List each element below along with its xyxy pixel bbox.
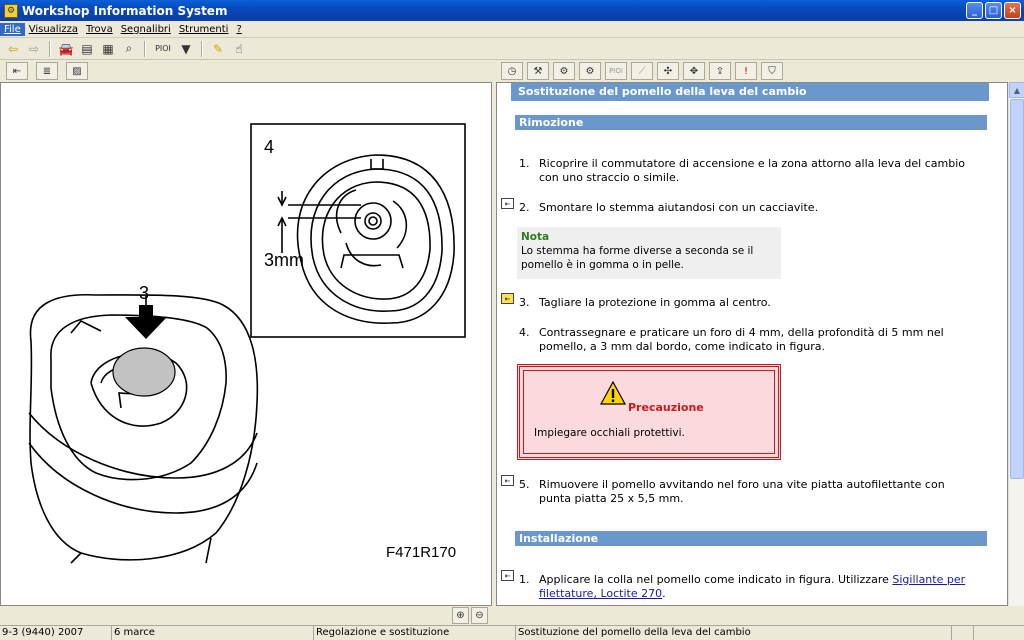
step-link-icon[interactable]: ⇤ — [501, 475, 514, 486]
bookmark-back-icon[interactable]: ⇤ — [6, 62, 28, 80]
menu-bar — [0, 21, 1024, 38]
label-3mm: 3mm — [264, 250, 304, 270]
step-number: 5. — [519, 478, 530, 491]
scrollbar-thumb[interactable] — [1010, 99, 1024, 479]
print-icon[interactable]: ▤ — [81, 41, 93, 56]
step-text-body: Applicare la colla nel pomello come indicato in figura. Utilizzare — [539, 573, 893, 586]
gear-knob-illustration — [1, 83, 492, 606]
step-link-icon[interactable]: ⇤ — [501, 570, 514, 581]
caution-box — [517, 364, 781, 460]
illustration-pane — [0, 82, 492, 606]
status-pane — [974, 626, 1024, 640]
caution-text: Impiegare occhiali protettivi. — [534, 427, 685, 439]
step-number: 1. — [519, 157, 530, 170]
image-view-icon[interactable]: ▨ — [66, 62, 88, 80]
note-title: Nota — [521, 231, 550, 243]
clock-icon[interactable]: ◷ — [501, 62, 523, 80]
forward-arrow-icon[interactable]: ⇨ — [28, 41, 40, 56]
status-pane — [952, 626, 974, 640]
back-arrow-icon[interactable]: ⇦ — [7, 41, 19, 56]
menu-file[interactable]: File — [0, 23, 25, 36]
pioi-tab[interactable]: PIOI — [605, 62, 627, 80]
install-step-1 — [519, 573, 979, 601]
toolbar-separator — [144, 41, 146, 57]
status-category: Regolazione e sostituzione — [314, 626, 516, 640]
step-text-tail: . — [662, 587, 666, 600]
figure-code: F471R170 — [386, 544, 457, 561]
tool-icon[interactable]: ⟋ — [631, 62, 653, 80]
document-pane — [496, 82, 1008, 606]
step-number: 3. — [519, 296, 530, 309]
step-text — [539, 573, 979, 601]
scroll-up-icon[interactable]: ▲ — [1009, 82, 1024, 98]
step-text: Ricoprire il commutatore di accensione e la zona attorno alla leva del cambio con uno straccio o simile. — [539, 157, 966, 184]
vertical-scrollbar[interactable] — [1008, 82, 1024, 606]
step-link-icon[interactable]: ⇤ — [501, 198, 514, 209]
car-icon[interactable]: 🚘 — [58, 41, 74, 56]
caution-title: Precauzione — [628, 401, 704, 414]
note-text: Lo stemma ha forme diverse a seconda se il pomello è in gomma o in pelle. — [521, 245, 754, 271]
upload-icon[interactable]: ⇪ — [709, 62, 731, 80]
step-text: Contrassegnare e praticare un foro di 4 mm, della profondità di 5 mm nel pomello, a 3 mm dal bordo, come indicato in figura. — [539, 326, 944, 353]
binoculars-icon[interactable]: ⌕ — [125, 41, 133, 55]
app-icon: ⚙ — [4, 4, 18, 18]
left-subtoolbar — [0, 61, 494, 81]
page-title: Sostituzione del pomello della leva del cambio — [511, 83, 989, 101]
component-icon[interactable]: ✣ — [657, 62, 679, 80]
loctite-link[interactable]: Sigillante per filettature, Loctite 270 — [539, 573, 966, 600]
gear-icon[interactable]: ⚙ — [553, 62, 575, 80]
step-number: 4. — [519, 326, 530, 339]
parts-icon[interactable]: ⚙ — [579, 62, 601, 80]
status-document: Sostituzione del pomello della leva del cambio — [516, 626, 952, 640]
step-1 — [519, 157, 979, 185]
section-installazione: Installazione — [515, 531, 987, 546]
step-2 — [519, 201, 979, 215]
menu-visualizza[interactable]: Visualizza — [28, 23, 78, 35]
shirt-icon[interactable]: ⛉ — [761, 62, 783, 80]
step-text: Smontare lo stemma aiutandosi con un cacciavite. — [539, 201, 819, 214]
title-bar — [0, 0, 1024, 21]
main-toolbar — [0, 38, 1024, 60]
step-number: 1. — [519, 573, 530, 586]
pioi-button[interactable]: PIOI — [155, 44, 171, 53]
label-3: 3 — [139, 283, 150, 303]
note-box — [517, 227, 781, 279]
label-4: 4 — [264, 137, 275, 157]
menu-segnalibri[interactable]: Segnalibri — [120, 23, 171, 35]
right-subtoolbar — [497, 61, 1024, 81]
step-4 — [519, 326, 979, 354]
zoom-controls — [452, 607, 488, 624]
pointer-icon[interactable]: ☝ — [235, 41, 243, 56]
zoom-in-icon[interactable]: ⊕ — [452, 607, 469, 624]
step-5 — [519, 478, 979, 506]
text-view-icon[interactable]: ≣ — [36, 62, 58, 80]
warning-triangle-icon — [600, 381, 626, 405]
step-3 — [519, 296, 979, 310]
status-bar — [0, 625, 1024, 640]
status-gearbox: 6 marce — [112, 626, 314, 640]
menu-trova[interactable]: Trova — [86, 23, 113, 35]
minimize-button[interactable]: _ — [966, 2, 983, 19]
step-text: Rimuovere il pomello avvitando nel foro una vite piatta autofilettante con punta piatta 25 x 5,5 mm. — [539, 478, 945, 505]
document-icon[interactable]: ▦ — [102, 41, 114, 56]
step-link-icon[interactable]: ⇤ — [501, 293, 514, 304]
funnel-icon[interactable]: ▼ — [181, 41, 191, 56]
menu-help[interactable]: ? — [236, 23, 242, 35]
toolbar-separator — [201, 41, 203, 57]
close-button[interactable]: × — [1004, 2, 1021, 19]
wrench-icon[interactable]: ⚒ — [527, 62, 549, 80]
maximize-button[interactable]: □ — [985, 2, 1002, 19]
step-number: 2. — [519, 201, 530, 214]
move-icon[interactable]: ✥ — [683, 62, 705, 80]
toolbar-separator — [49, 41, 51, 57]
zoom-out-icon[interactable]: ⊖ — [471, 607, 488, 624]
highlighter-icon[interactable]: ✎ — [212, 41, 224, 56]
menu-strumenti[interactable]: Strumenti — [178, 23, 229, 35]
section-rimozione: Rimozione — [515, 115, 987, 130]
step-text: Tagliare la protezione in gomma al centro. — [539, 296, 771, 309]
window-title: Workshop Information System — [22, 3, 228, 18]
status-model: 9-3 (9440) 2007 — [0, 626, 112, 640]
warning-doc-icon[interactable]: ! — [735, 62, 757, 80]
